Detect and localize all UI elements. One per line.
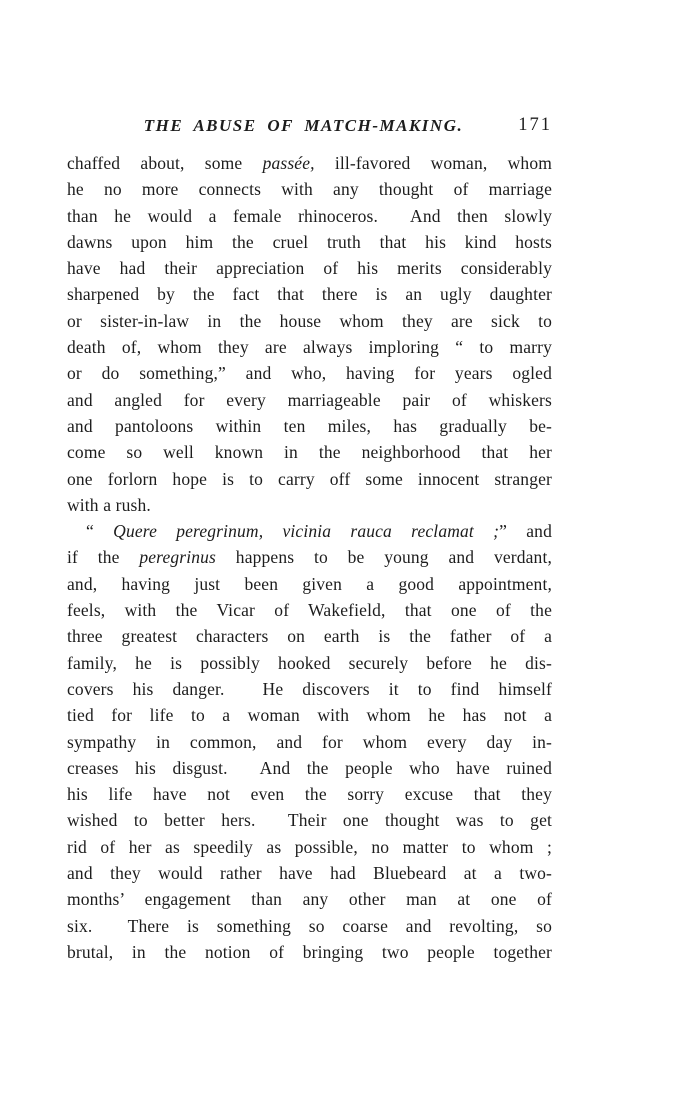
text-segment: feels, with the Vicar of Wakefield, that one of the bbox=[67, 600, 552, 621]
text-line bbox=[67, 518, 552, 544]
text-segment: months’ engagement than any other man at one of bbox=[67, 889, 552, 910]
text-line bbox=[67, 176, 552, 202]
text-segment: sympathy in common, and for whom every day in- bbox=[67, 731, 552, 752]
running-head bbox=[67, 116, 552, 140]
text-line bbox=[67, 150, 552, 176]
text-segment: creases his disgust. And the people who have ruined bbox=[67, 757, 552, 778]
text-segment: and they would rather have had Bluebeard at a two- bbox=[67, 863, 552, 884]
text-segment: six. There is something so coarse and revolting, so bbox=[67, 915, 552, 936]
text-line bbox=[67, 729, 552, 755]
text-line bbox=[67, 203, 552, 229]
text-line bbox=[67, 492, 552, 518]
text-segment: come so well known in the neighborhood that her bbox=[67, 442, 552, 463]
text-line bbox=[67, 676, 552, 702]
text-segment: and angled for every marriageable pair of whiskers bbox=[67, 389, 552, 410]
text-line bbox=[67, 544, 552, 570]
text-line bbox=[67, 597, 552, 623]
text-segment: and, having just been given a good appointment, bbox=[67, 573, 552, 594]
text-segment: death of, whom they are always imploring “ to marry bbox=[67, 337, 552, 358]
text-segment: than he would a female rhinoceros. And then slowly bbox=[67, 205, 552, 226]
text-block bbox=[67, 150, 552, 965]
text-segment: he no more connects with any thought of marriage bbox=[67, 179, 552, 200]
italic-phrase: Quere peregrinum, vicinia rauca reclamat ; bbox=[113, 521, 500, 542]
text-line bbox=[67, 334, 552, 360]
text-segment: if the bbox=[67, 547, 140, 568]
text-line bbox=[67, 439, 552, 465]
text-line bbox=[67, 571, 552, 597]
text-segment: family, he is possibly hooked securely before he dis- bbox=[67, 652, 552, 673]
text-segment: “ bbox=[86, 521, 114, 542]
text-segment: happens to be young and verdant, bbox=[216, 547, 552, 568]
text-line bbox=[67, 623, 552, 649]
page-number: 171 bbox=[518, 115, 552, 135]
running-head-title: THE ABUSE OF MATCH-MAKING. bbox=[143, 116, 464, 135]
text-segment: brutal, in the notion of bringing two people together bbox=[67, 941, 552, 962]
text-segment: rid of her as speedily as possible, no matter to whom ; bbox=[67, 836, 552, 857]
text-segment: three greatest characters on earth is the father of a bbox=[67, 626, 552, 647]
text-line bbox=[67, 886, 552, 912]
text-line bbox=[67, 413, 552, 439]
text-segment: chaffed about, some bbox=[67, 153, 263, 173]
text-segment: ” and bbox=[499, 521, 552, 542]
text-segment: have had their appreciation of his merits considerably bbox=[67, 258, 552, 279]
text-segment: or do something,” and who, having for years ogled bbox=[67, 363, 552, 384]
text-line bbox=[67, 308, 552, 334]
text-line bbox=[67, 913, 552, 939]
italic-phrase: peregrinus bbox=[139, 547, 217, 568]
text-line bbox=[67, 781, 552, 807]
text-line bbox=[67, 360, 552, 386]
text-segment: sharpened by the fact that there is an ugly daughter bbox=[67, 284, 552, 305]
text-line bbox=[67, 229, 552, 255]
text-line bbox=[67, 807, 552, 833]
text-line bbox=[67, 860, 552, 886]
text-line bbox=[67, 702, 552, 728]
italic-phrase: passée, bbox=[262, 153, 315, 173]
text-line bbox=[67, 255, 552, 281]
text-line bbox=[67, 387, 552, 413]
text-line bbox=[67, 281, 552, 307]
text-line bbox=[67, 834, 552, 860]
text-segment: his life have not even the sorry excuse that they bbox=[67, 784, 552, 805]
text-line bbox=[67, 466, 552, 492]
text-segment: wished to better hers. Their one thought was to get bbox=[67, 810, 552, 831]
text-segment: or sister-in-law in the house whom they are sick to bbox=[67, 310, 552, 331]
text-segment: and pantoloons within ten miles, has gradually be- bbox=[67, 415, 552, 436]
text-segment: tied for life to a woman with whom he has not a bbox=[67, 705, 552, 726]
text-segment: covers his danger. He discovers it to find himself bbox=[67, 678, 552, 699]
text-line bbox=[67, 755, 552, 781]
text-segment: dawns upon him the cruel truth that his kind hosts bbox=[67, 231, 552, 252]
text-segment: with a rush. bbox=[67, 494, 151, 515]
text-segment: one forlorn hope is to carry off some innocent stranger bbox=[67, 468, 552, 489]
text-line bbox=[67, 939, 552, 965]
text-line bbox=[67, 650, 552, 676]
text-segment: ill-favored woman, whom bbox=[314, 153, 552, 173]
